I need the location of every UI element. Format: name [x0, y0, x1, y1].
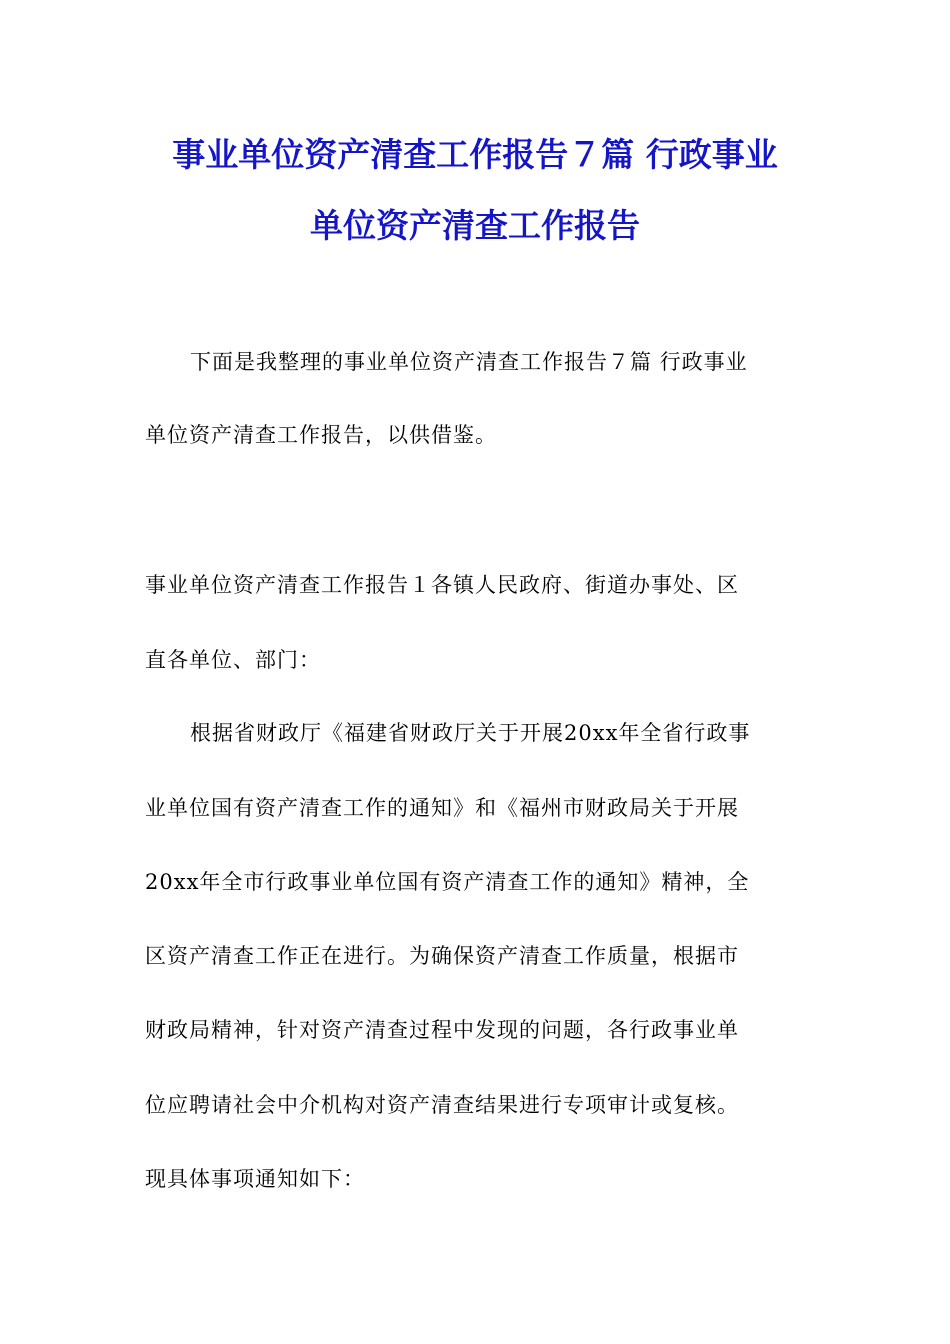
body-line-1: 根据省财政厅《福建省财政厅关于开展20xx年全省行政事	[190, 721, 751, 745]
body-line-6: 位应聘请社会中介机构对资产清查结果进行专项审计或复核。	[145, 1093, 739, 1117]
document-title-line-2: 单位资产清查工作报告	[310, 206, 640, 245]
document-title-line-1: 事业单位资产清查工作报告７篇 行政事业	[172, 135, 778, 174]
body-line-7: 现具体事项通知如下：	[145, 1167, 365, 1191]
body-line-3: 20xx年全市行政事业单位国有资产清查工作的通知》精神，全	[145, 870, 750, 894]
report-heading-line-1: 事业单位资产清查工作报告１各镇人民政府、街道办事处、区	[145, 573, 739, 597]
intro-line-2: 单位资产清查工作报告，以供借鉴。	[145, 423, 497, 447]
body-line-4: 区资产清查工作正在进行。为确保资产清查工作质量，根据市	[145, 944, 739, 968]
body-line-5: 财政局精神，针对资产清查过程中发现的问题，各行政事业单	[145, 1018, 739, 1042]
report-heading-line-2: 直各单位、部门：	[145, 648, 321, 672]
intro-line-1: 下面是我整理的事业单位资产清查工作报告７篇 行政事业	[190, 350, 748, 374]
body-line-2: 业单位国有资产清查工作的通知》和《福州市财政局关于开展	[145, 796, 739, 820]
